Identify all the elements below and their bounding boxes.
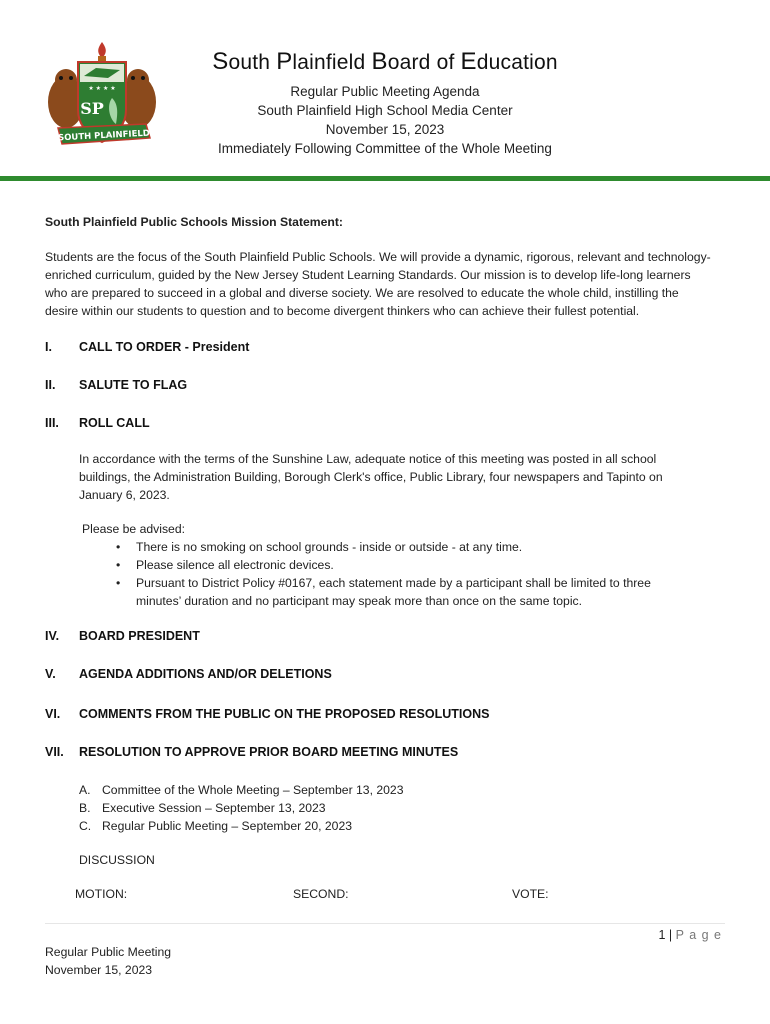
- meeting-location: South Plainfield High School Media Center: [257, 103, 513, 118]
- sunshine-notice: [79, 450, 739, 504]
- page-title: [200, 48, 570, 76]
- item-approve-minutes: RESOLUTION TO APPROVE PRIOR BOARD MEETING MINUTES: [79, 745, 459, 759]
- bullet-icon: •: [116, 540, 121, 554]
- list-item: • There is no smoking on school grounds - inside or outside - at any time.: [116, 540, 523, 554]
- bullet-icon: •: [116, 576, 121, 590]
- title-word: Education: [460, 48, 558, 75]
- mission-line: who are prepared to succeed in a global and diverse society. We are resolved to educate the whole child, instilling the: [45, 286, 679, 300]
- item-call-to-order: CALL TO ORDER - President: [79, 340, 250, 354]
- item-number: V.: [45, 667, 56, 681]
- bullet-icon: •: [116, 558, 121, 572]
- title-word: of: [436, 51, 455, 74]
- advised-label: Please be advised:: [82, 522, 185, 536]
- school-crest-logo: [46, 40, 158, 156]
- svg-text:SP: SP: [80, 99, 104, 118]
- svg-text:SOUTH PLAINFIELD: SOUTH PLAINFIELD: [57, 128, 151, 144]
- list-item: C. Regular Public Meeting – September 20, 2023: [79, 819, 352, 833]
- item-number: VII.: [45, 745, 64, 759]
- notice-line: buildings, the Administration Building, Borough Clerk's office, Public Library, four newspapers and Tapinto on: [79, 470, 663, 484]
- motion-label: MOTION:: [75, 887, 128, 901]
- mission-line: desire within our students to question and to become divergent thinkers who can achieve their fullest potential.: [45, 304, 640, 318]
- item-roll-call: ROLL CALL: [79, 416, 150, 430]
- minutes-list: [79, 781, 403, 835]
- agenda-subtitle: Regular Public Meeting Agenda: [290, 84, 480, 99]
- mission-line: Students are the focus of the South Plainfield Public Schools. We will provide a dynamic, rigorous, relevant and technology-: [45, 250, 711, 264]
- title-word: South: [212, 48, 271, 75]
- footer-date: November 15, 2023: [45, 963, 153, 977]
- header-divider: [0, 176, 770, 181]
- list-item: • Please silence all electronic devices.: [116, 558, 334, 572]
- item-number: VI.: [45, 707, 61, 721]
- list-item: • Pursuant to District Policy #0167, each statement made by a participant shall be limited to three: [116, 576, 651, 590]
- item-board-president: BOARD PRESIDENT: [79, 629, 200, 643]
- item-agenda-additions: AGENDA ADDITIONS AND/OR DELETIONS: [79, 667, 332, 681]
- footer-divider: [45, 923, 725, 924]
- item-number: III.: [45, 416, 59, 430]
- svg-text:★ ★ ★ ★: ★ ★ ★ ★: [88, 85, 116, 92]
- notice-line: In accordance with the terms of the Sunshine Law, adequate notice of this meeting was posted in all school: [79, 452, 657, 466]
- mission-line: enriched curriculum, guided by the New Jersey Student Learning Standards. Our mission is to develop life-long learners: [45, 268, 691, 282]
- second-label: SECOND:: [293, 887, 349, 901]
- mission-heading: South Plainfield Public Schools Mission Statement:: [45, 215, 343, 229]
- rules-bullet-list: [116, 538, 736, 610]
- list-item: minutes’ duration and no participant may speak more than once on the same topic.: [136, 594, 583, 608]
- title-word: Plainfield: [276, 48, 366, 75]
- mission-statement: [45, 248, 735, 320]
- notice-line: January 6, 2023.: [79, 488, 170, 502]
- title-word: Board: [371, 48, 431, 75]
- page-number: 1 | P a g e: [658, 928, 722, 942]
- item-salute-to-flag: SALUTE TO FLAG: [79, 378, 188, 392]
- vote-label: VOTE:: [512, 887, 549, 901]
- discussion-label: DISCUSSION: [79, 853, 155, 867]
- list-item: A. Committee of the Whole Meeting – September 13, 2023: [79, 783, 404, 797]
- list-item: B. Executive Session – September 13, 2023: [79, 801, 326, 815]
- meeting-time-note: Immediately Following Committee of the Whole Meeting: [218, 141, 552, 156]
- meeting-date: November 15, 2023: [325, 122, 445, 137]
- item-number: IV.: [45, 629, 60, 643]
- item-number: II.: [45, 378, 56, 392]
- footer-meeting: Regular Public Meeting: [45, 945, 172, 959]
- item-public-comments: COMMENTS FROM THE PUBLIC ON THE PROPOSED RESOLUTIONS: [79, 707, 490, 721]
- item-number: I.: [45, 340, 52, 354]
